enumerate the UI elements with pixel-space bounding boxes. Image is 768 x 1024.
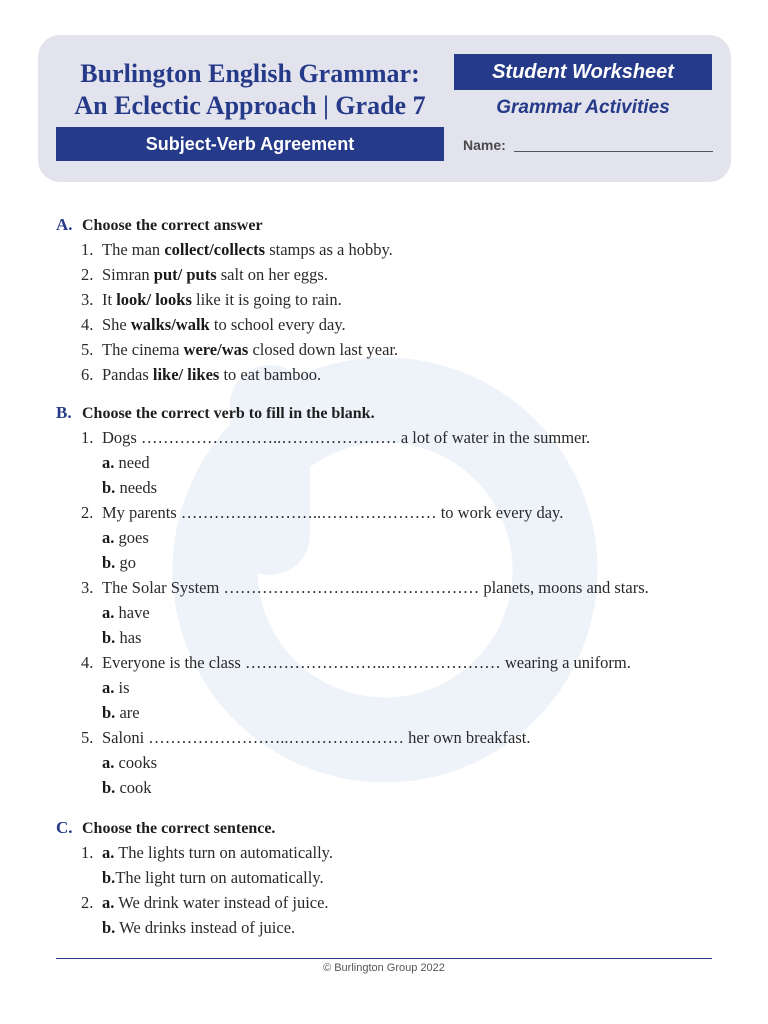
answer-choices[interactable]: put/ puts — [153, 265, 217, 284]
sentence-option-b[interactable]: b.The light turn on automatically. — [102, 868, 324, 887]
section-heading — [56, 212, 736, 237]
section-b — [56, 400, 736, 800]
option-b[interactable]: b. cook — [102, 778, 152, 797]
sentence-option-a[interactable]: 1. a. The lights turn on automatically. — [81, 843, 333, 862]
footer-divider — [56, 958, 712, 959]
section-heading — [56, 815, 736, 840]
question-item: 4. She walks/walk to school every day. — [81, 315, 346, 334]
page-title — [56, 58, 444, 122]
option-a[interactable]: a. goes — [102, 528, 149, 547]
question-item: 6. Pandas like/ likes to eat bamboo. — [81, 365, 322, 384]
section-letter: A. — [56, 215, 73, 234]
section-instruction: Choose the correct verb to fill in the blank. — [82, 405, 375, 422]
section-heading — [56, 400, 736, 425]
question-item: 1. The man collect/collects stamps as a hobby. — [81, 240, 393, 259]
name-field[interactable] — [463, 134, 713, 156]
sentence-option-a[interactable]: 2. a. We drink water instead of juice. — [81, 893, 329, 912]
sentence-option-b[interactable]: b. We drinks instead of juice. — [102, 918, 296, 937]
answer-choices[interactable]: were/was — [183, 340, 249, 359]
question-item: 5. The cinema were/was closed down last year. — [81, 340, 399, 359]
title-line-2: An Eclectic Approach | Grade 7 — [74, 91, 426, 120]
option-a[interactable]: a. have — [102, 603, 150, 622]
option-b[interactable]: b. go — [102, 553, 136, 572]
option-a[interactable]: a. is — [102, 678, 130, 697]
option-a[interactable]: a. cooks — [102, 753, 157, 772]
question-item: 3. The Solar System ……………………..………………… planets, moons and stars. — [81, 578, 649, 597]
question-item: 4. Everyone is the class ……………………..………………… wearing a uniform. — [81, 653, 631, 672]
question-item: 3. It look/ looks like it is going to rain. — [81, 290, 342, 309]
copyright-footer: © Burlington Group 2022 — [323, 962, 445, 974]
answer-choices[interactable]: walks/walk — [130, 315, 210, 334]
option-b[interactable]: b. are — [102, 703, 140, 722]
option-a[interactable]: a. need — [102, 453, 150, 472]
question-item: 5. Saloni ……………………..………………… her own breakfast. — [81, 728, 531, 747]
answer-choices[interactable]: like/ likes — [152, 365, 220, 384]
question-item: 2. My parents ……………………..………………… to work every day. — [81, 503, 564, 522]
name-blank-line[interactable] — [514, 151, 713, 152]
section-c — [56, 815, 736, 940]
name-label: Name: — [463, 137, 506, 153]
section-instruction: Choose the correct sentence. — [82, 820, 276, 837]
question-item: 1. Dogs ……………………..………………… a lot of water in the summer. — [81, 428, 591, 447]
worksheet-banner: Student Worksheet — [454, 54, 712, 90]
section-instruction: Choose the correct answer — [82, 217, 263, 234]
answer-choices[interactable]: look/ looks — [116, 290, 192, 309]
option-b[interactable]: b. has — [102, 628, 142, 647]
section-a — [56, 212, 736, 387]
title-line-1: Burlington English Grammar: — [80, 59, 420, 88]
option-b[interactable]: b. needs — [102, 478, 158, 497]
activities-subtitle: Grammar Activities — [496, 97, 670, 118]
topic-banner: Subject-Verb Agreement — [56, 127, 444, 161]
answer-choices[interactable]: collect/collects — [164, 240, 266, 259]
question-item: 2. Simran put/ puts salt on her eggs. — [81, 265, 328, 284]
section-letter: C. — [56, 818, 73, 837]
section-letter: B. — [56, 403, 72, 422]
